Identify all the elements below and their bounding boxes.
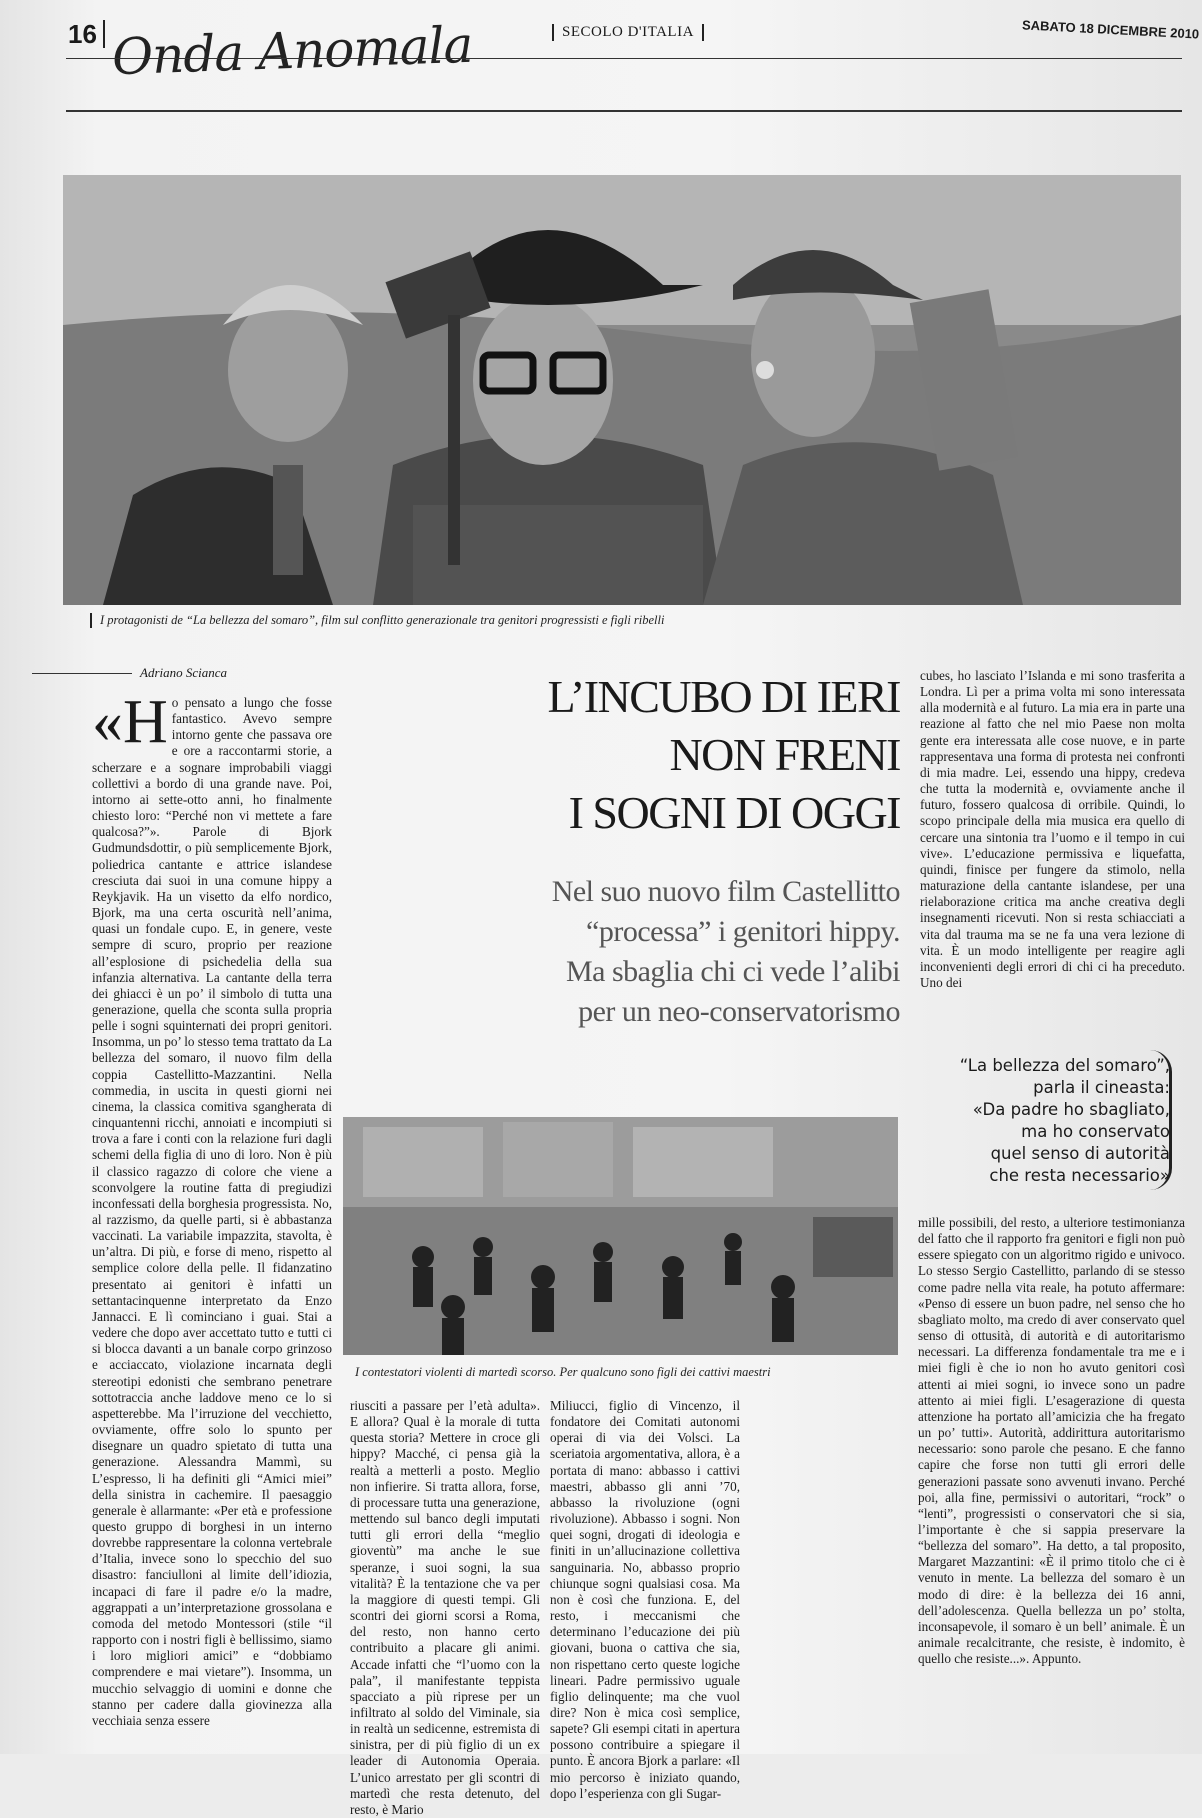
headline-line-3: I SOGNI DI OGGI: [568, 787, 900, 838]
newspaper-name: SECOLO D'ITALIA: [552, 24, 704, 41]
subhead-line-3: Ma sbaglia chi ci vede l’alibi: [565, 955, 900, 988]
headline-line-2: NON FRENI: [669, 729, 900, 780]
article-column-5: mille possibili, del resto, a ulteriore testimonianza del fatto che il rapporto fra genitori e figli non può essere spiegato con un algoritmo rigido e univoco. Lo stesso Sergio Castellitto, parlando di se stesso come padre nella vita reale, ha potuto affermare: «Penso di essere un buon padre, nel senso che ho sbagliato molto, ma credo di aver conservato quel senso di ottusità, di autorità e di autoritarismo necessari. La differenza fondamentale tra me e i miei figli è che io non ho avuto genitori così attenti ai miei sogni, io invece sono un padre attento ai miei figli. L’esagerazione di questa attenzione ha portato all’amicizia che ha fregato un po’ tutti». Autorità, addirittura autoritarismo necessario: sono parole che pesano. E che fanno capire che forse non tutti gli errori delle generazioni passate sono avvenuti invano. Perché poi, alla fine, permissivi o autoritari, “rock” o “lenti”, progressisti o conservatori che si sia, l’importante è che si sappia preservare la “bellezza del somaro”. Ha detto, a tal proposito, Margaret Mazzantini: «È il primo titolo che ci è venuto in mente. La bellezza del somaro è un modo di dire: è la bellezza dei 16 anni, dell’adolescenza. Quella bellezza un po’ stolta, inconsapevole, il somaro è un bell’ animale. È un animale recalcitrante, che resiste, è indomito, è quello che resiste...». Appunto.: [918, 1215, 1185, 1667]
street-clash-illustration: [343, 1117, 898, 1355]
headline-line-1: L’INCUBO DI IERI: [547, 671, 900, 722]
lead-photo-caption: I protagonisti de “La bellezza del somaro”, film sul conflitto generazionale tra genitori progressisti e figli ribelli: [90, 613, 664, 628]
article-column-2: riusciti a passare per l’età adulta». E allora? Qual è la morale di tutta questa storia? Mettere in croce gli hippy? Macché, ci pensa già la realtà a metterli a posto. Meglio non infierire. Si tratta allora, forse, di processare tutta una generazione, mettendo sul banco degli imputati tutti gli errori della “meglio gioventù” ma anche le sue speranze, i suoi sogni, la sua vitalità? È la tentazione che va per la maggiore di questi tempi. Gli scontri dei giorni scorsi a Roma, del resto, non hanno certo contribuito a placare gli animi. Accade infatti che “l’uomo con la pala”, il manifestante teppista spacciato a più riprese per un infiltrato al soldo del Viminale, sia in realtà un sedicenne, estremista di sinistra, per di più figlio di un ex leader di Autonomia Operaia. L’unico arrestato per gli scontri di martedì che resta detenuto, del resto, è Mario: [350, 1398, 540, 1817]
article-column-1: [92, 688, 332, 1729]
pull-quote-line-1: “La bellezza del somaro”,: [959, 1056, 1170, 1075]
drop-cap: «H: [92, 688, 168, 756]
pull-quote-line-3: «Da padre ho sbagliato,: [972, 1100, 1170, 1119]
subhead-line-2: “processa” i genitori hippy.: [586, 915, 900, 948]
riot-photo-caption: I contestatori violenti di martedì scorso. Per qualcuno sono figli dei cattivi maestri: [355, 1365, 771, 1379]
article-column-4: cubes, ho lasciato l’Islanda e mi sono trasferita a Londra. Lì per a prima volta mi sono interessata alla modernità e al futuro. La mia era in parte una reazione al fatto che nel mio Paese non molta gente era interessata alle cose nuove, e in parte rappresentava una forma di protesta nei confronti di mia madre. Lei, essendo una hippy, credeva che tutta la modernità e, ovviamente anche il futuro, fossero qualcosa di orribile. Quindi, lo scopo principale della mia musica era quello di cercare una sintonia tra l’uomo e il tempo in cui vive». L’educazione permissiva e liquefatta, quindi, finisce per fungere da stimolo, nella maturazione della cantante islandese, per una rielaborazione critica ma anche creativa degli insegnamenti ricevuti. Non si resta schiacciati a vita dal trauma ma se ne fa una vera lezione di vita. È un modo intelligente per reagire agli inconvenienti degli errori di chi ci ha preceduto. Uno dei: [920, 668, 1185, 990]
section-title: Onda Anomala: [111, 15, 474, 87]
three-actors-illustration: [63, 175, 1181, 605]
author-byline: Adriano Scianca: [140, 665, 228, 680]
subhead-line-1: Nel suo nuovo film Castellitto: [551, 875, 900, 908]
subhead-line-4: per un neo-conservatorismo: [578, 995, 900, 1028]
pull-quote-line-6: che resta necessario»: [989, 1166, 1170, 1185]
lead-photo: [63, 175, 1181, 605]
article-subhead: [440, 872, 900, 1032]
pull-quote-line-2: parla il cineasta:: [1033, 1078, 1170, 1097]
pull-quote-brace: [1150, 1050, 1172, 1190]
section-rule: [66, 110, 1182, 112]
article-headline: [440, 668, 900, 842]
header-rule: [66, 58, 1182, 59]
article-column-3: Miliucci, figlio di Vincenzo, il fondatore dei Comitati autonomi operai di via dei Volsci. La sceriatoia argomentativa, allora, è a portata di mano: abbasso i cattivi maestri, abbasso gli anni ’70, abbasso la rivoluzione (ogni rivoluzione). Abbasso i sogni. Non quei sogni, drogati di ideologia e finiti in un’allucinazione collettiva sanguinaria. No, abbasso proprio chiunque sogni qualsiasi cosa. Ma non è così che funziona. E, del resto, i meccanismi che determinano l’educazione dei più giovani, buona o cattiva che sia, non rispettano certo queste logiche lineari. Padre permissivo uguale figlio delinquente; ma che vuol dire? Non è mica così semplice, sapete? Gli esempi citati in apertura possono contribuire a spiegare il punto. È ancora Bjork a parlare: «Il mio percorso è iniziato quando, dopo l’esperienza con gli Sugar-: [550, 1398, 740, 1801]
pull-quote-line-4: ma ho conservato: [1021, 1122, 1170, 1141]
riot-photo: [343, 1117, 898, 1355]
pull-quote: [930, 1055, 1170, 1187]
pull-quote-line-5: quel senso di autorità: [990, 1144, 1170, 1163]
issue-date: SABATO 18 DICEMBRE 2010: [1021, 17, 1200, 42]
column-1-text: o pensato a lungo che fosse fantastico. Avevo sempre intorno gente che passava ore e ore a raccontarmi storie, a scherzare e a sognare improbabili viaggi collettivi a bordo di una grande nave. Poi, intorno ai sette-otto anni, ho finalmente chiesto loro: “Perché non vi mettete a fare qualcosa?”». Parole di Bjork Gudmundsdottir, o più semplicemente Bjork, poliedrica cantante e attrice islandese cresciuta dai suoi in una comune hippy a Reykjavik. Ha un visetto da elfo nordico, Bjork, ma una certa oscurità nell’anima, quasi un fondale cupo. E, in genere, veste sempre di scuro, proprio per reazione all’esplosione di psichedelia della sua infanzia alternativa. La cantante della terra dei ghiacci è un po’ il simbolo di tutta una generazione, quella che sconta sulla propria pelle i sogni squinternati dei propri genitori. Insomma, un po’ lo stesso tema trattato da La bellezza del somaro, il nuovo film della coppia Castellitto-Mazzantini. Nella commedia, in uscita in questi giorni nei cinema, la classica comitiva sgangherata di cinquantenni ricchi, annoiati e incompiuti si trova a fare i conti con la relazione furi dagli schemi della figlia di uno di loro. Non è più il classico ragazzo di colore che viene a sconvolgere la routine fatta di pregiudizi inconfessati della borghesia progressista. No, al razzismo, da quelle parti, si è abbastanza vaccinati. La variabile impazzita, stavolta, è un’altra. Di più, e forse di meno, rispetto al semplice colore della pelle. Il fidanzatino presentato ai genitori è infatti un settantacinquenne interpretato da Enzo Jannacci. E lì cominciano i guai. Stai a vedere che dopo aver accettato tutto e tutti ci si blocca davanti a un banale corpo grinzoso e acciaccato, violazione incarnata degli stereotipi edonisti che sembrano penetrare sottotraccia anche laddove meno ce lo si aspetterebbe. Ma l’irruzione del vecchietto, ovviamente, offre solo lo spunto per disegnare un quadro spietato di tutta una generazione. Alessandra Mammì, su L’espresso, li ha definiti gli “Amici miei” della sinistra in cachemire. Il paesaggio generale è allarmante: «Per età e professione questo gruppo di borghesi in un interno dovrebbe rappresentare la colonna vertebrale d’Italia, invece sono lo specchio del suo disastro: fanciulloni al limite dell’idiozia, incapaci di fare il padre e/o la madre, aggrappati a un’interpretazione grossolana e comoda del metodo Montessori (stile “il rapporto con i nostri figli è bellissimo, siamo i loro migliori amici” e “dobbiamo comprendere e mai vietare”). Insomma, un mucchio selvaggio di uomini e donne che stanno per cadere dalla giovinezza alla vecchiaia senza essere: [92, 695, 332, 1728]
page-number: 16: [68, 20, 105, 48]
